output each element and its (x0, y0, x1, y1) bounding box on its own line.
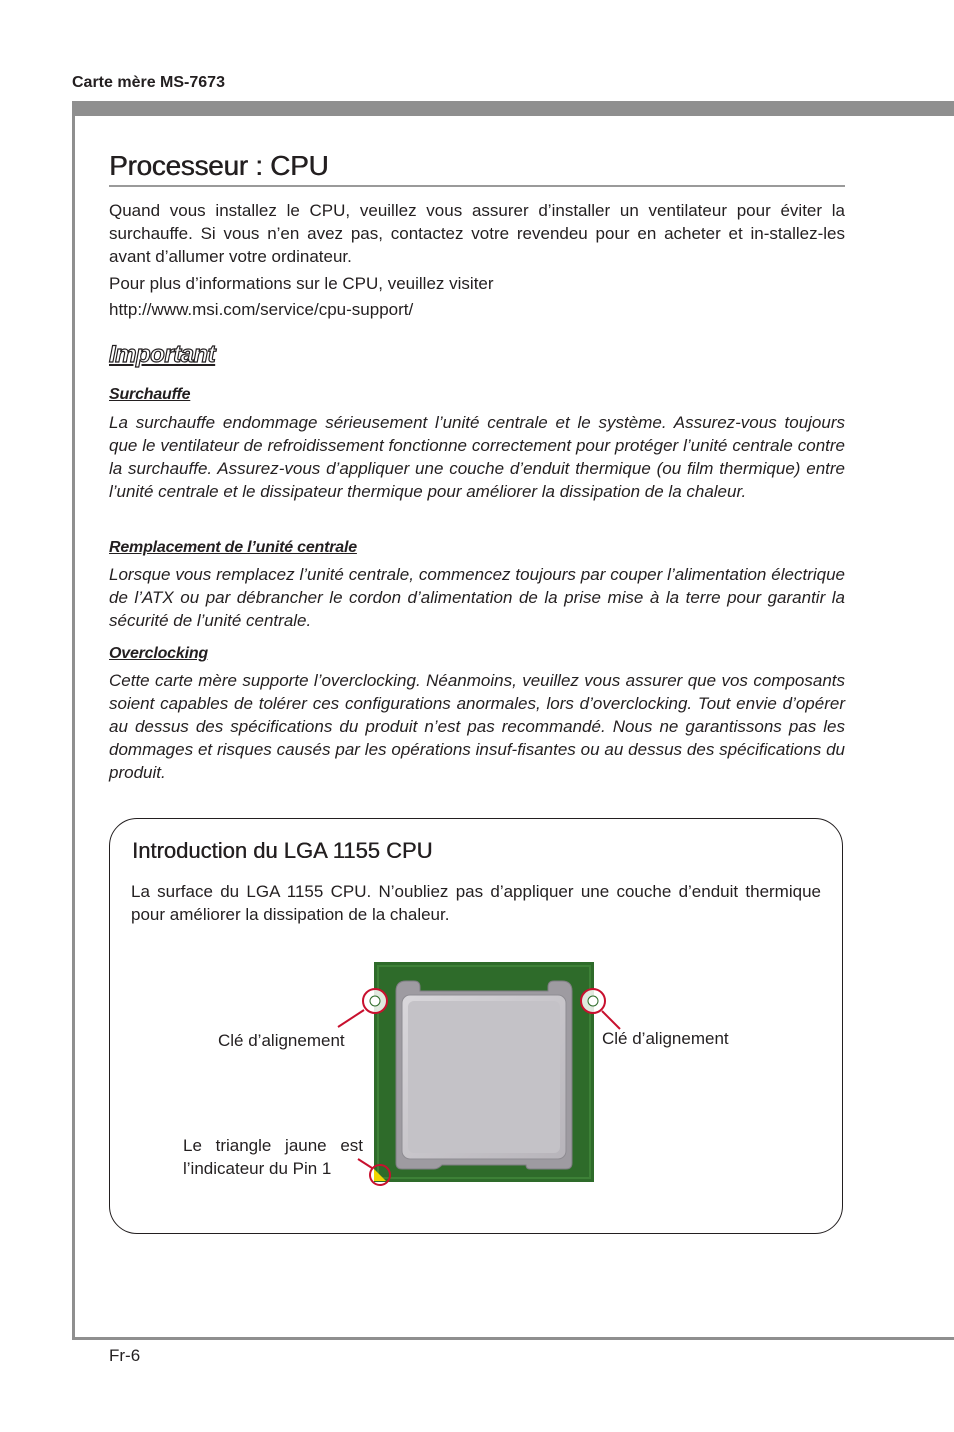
page-bottom-rule (72, 1337, 954, 1340)
lga-box-text: La surface du LGA 1155 CPU. N’oubliez pas d’appliquer une couche d’enduit thermique pour améliorer la dissipation de la chaleur. (131, 882, 821, 924)
intro-paragraph: Quand vous installez le CPU, veuillez vous assurer d’installer un ventilateur pour éviter la surchauffe. Si vous n’en avez pas, contactez votre revendeu pour en acheter et in-stallez-les avant d’allumer votre ordinateur. (109, 201, 845, 266)
info-text: Pour plus d’informations sur le CPU, veuillez visiter (109, 274, 494, 293)
label-alignment-key-right: Clé d’alignement (602, 1029, 729, 1048)
note-body-remplacement: Lorsque vous remplacez l’unité centrale, commencez toujours par couper l’alimentation électrique de l’ATX ou par débrancher le cordon d’alimentation de la prise mise à la terre pour garantir la sécurité de l’unité centrale. (109, 565, 845, 630)
page-left-rule (72, 101, 75, 1339)
title-divider (109, 185, 845, 187)
note-title-surchauffe: Surchauffe (109, 386, 191, 403)
manual-header-model: Carte mère MS-7673 (72, 74, 225, 91)
info-url: http://www.msi.com/service/cpu-support/ (109, 300, 414, 319)
note-title-overclocking: Overclocking (109, 645, 208, 662)
note-body-overclocking: Cette carte mère supporte l’overclocking. Néanmoins, veuillez vous assurer que vos composants soient capables de tolérer ces configurations anormales, lors d’overclocking. Tout envie d’opérer au dessus des spécifications du produit n’est pas recommandé. Nous ne garantissons pas les dommages et risques causés par les opérations insuf-fisantes ou au dessus des spécifications du produit. (109, 671, 845, 782)
page-title: Processeur : CPU (109, 150, 329, 181)
label-alignment-key-left: Clé d’alignement (218, 1031, 345, 1050)
header-bar (72, 101, 954, 116)
cpu-diagram (330, 955, 630, 1195)
important-heading: Important (109, 341, 216, 368)
lga-box-title: Introduction du LGA 1155 CPU (132, 838, 433, 863)
note-title-remplacement: Remplacement de l’unité centrale (109, 539, 357, 556)
label-pin1-indicator: Le triangle jaune est l’indicateur du Pin 1 (183, 1136, 363, 1178)
page-number: Fr-6 (109, 1346, 141, 1365)
leader-line-left (338, 1010, 364, 1027)
note-body-surchauffe: La surchauffe endommage sérieusement l’unité centrale et le système. Assurez-vous toujours que le ventilateur de refroidissement fonctionne correctement pour protéger l’unité centrale contre la surchauffe. Assurez-vous d’appliquer une couche d’enduit thermique (ou film thermique) entre l’unité centrale et le dissipateur thermique pour améliorer la dissipation de la chaleur. (109, 413, 845, 501)
